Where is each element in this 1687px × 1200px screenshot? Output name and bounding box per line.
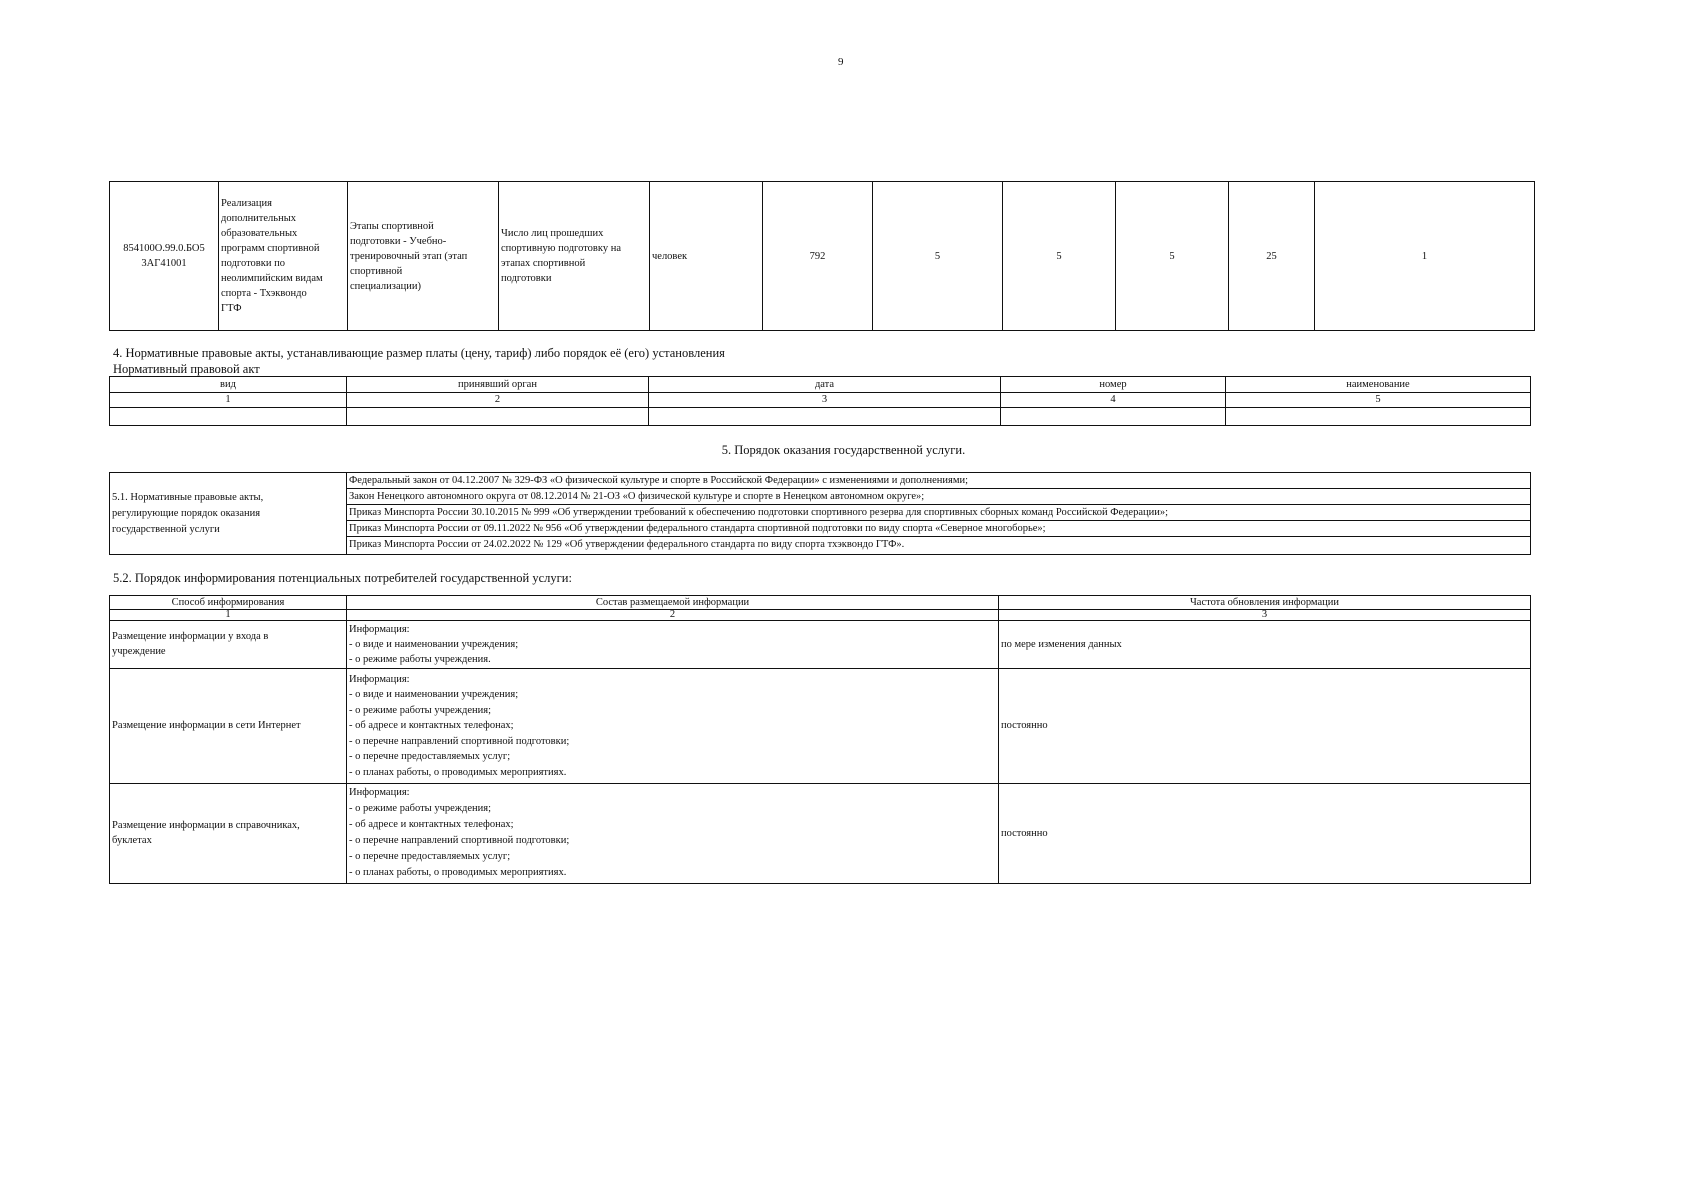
section51-label: 5.1. Нормативные правовые акты, регулирующие порядок оказания государственной услуги	[110, 473, 347, 555]
column-number: 3	[999, 610, 1531, 621]
content-cell: Информация: - о виде и наименовании учреждения; - о режиме работы учреждения.	[347, 621, 999, 668]
empty-cell	[649, 407, 1001, 425]
frequency-cell: по мере изменения данных	[999, 621, 1531, 668]
section4-subtitle: Нормативный правовой акт	[113, 362, 260, 376]
registry-code-cell: 854100О.99.0.БО5 3АГ41001	[110, 182, 219, 331]
column-header: дата	[649, 377, 1001, 393]
value-cell: 25	[1229, 182, 1315, 331]
indicator-name-cell: Число лиц прошедших спортивную подготовку на этапах спортивной подготовки	[499, 182, 650, 331]
column-header: Частота обновления информации	[999, 596, 1531, 610]
column-number: 4	[1001, 393, 1226, 407]
act-item: Приказ Минспорта России от 09.11.2022 № 956 «Об утверждении федерального стандарта спортивной подготовки по виду спорта «Северное многоборье»;	[347, 521, 1530, 537]
service-volume-table	[109, 181, 1535, 331]
acts-list-cell	[347, 473, 1531, 555]
value-cell: 5	[1003, 182, 1116, 331]
frequency-cell: постоянно	[999, 668, 1531, 783]
regulatory-acts-row	[110, 473, 1531, 555]
value-cell: 1	[1315, 182, 1535, 331]
informing-row	[110, 783, 1531, 883]
legal-acts-table	[109, 376, 1531, 426]
value-cell: 5	[1116, 182, 1229, 331]
okei-code-cell: 792	[763, 182, 873, 331]
act-item: Приказ Минспорта России от 24.02.2022 № 129 «Об утверждении федерального стандарта по виду спорта тхэквондо ГТФ».	[349, 539, 905, 550]
method-cell: Размещение информации в справочниках, буклетах	[110, 783, 347, 883]
column-number: 2	[347, 610, 999, 621]
content-cell: Информация: - о режиме работы учреждения; - об адресе и контактных телефонах; - о перечне направлений спортивной подготовки; - о перечне предоставляемых услуг; - о планах работы, о проводимых мероприятиях.	[347, 783, 999, 883]
column-header: вид	[110, 377, 347, 393]
act-item: Приказ Минспорта России 30.10.2015 № 999 «Об утверждении требований к обеспечению подготовки спортивного резерва для спортивных сборных команд Российской Федерации»;	[347, 505, 1530, 521]
page-number: 9	[838, 56, 844, 68]
regulatory-acts-table	[109, 472, 1531, 555]
empty-cell	[110, 407, 347, 425]
legal-acts-header	[110, 377, 1531, 393]
column-header: номер	[1001, 377, 1226, 393]
unit-cell: человек	[650, 182, 763, 331]
empty-cell	[1226, 407, 1531, 425]
act-item: Закон Ненецкого автономного округа от 08.12.2014 № 21-ОЗ «О физической культуре и спорте в Ненецком автономном округе»;	[347, 489, 1530, 505]
empty-cell	[347, 407, 649, 425]
act-item: Федеральный закон от 04.12.2007 № 329-ФЗ «О физической культуре и спорте в Российской Федерации» с изменениями и дополнениями;	[347, 473, 1530, 489]
service-row	[110, 182, 1535, 331]
column-header: наименование	[1226, 377, 1531, 393]
legal-acts-empty-row	[110, 407, 1531, 425]
column-number: 1	[110, 610, 347, 621]
value-cell: 5	[873, 182, 1003, 331]
column-header: Состав размещаемой информации	[347, 596, 999, 610]
section4-title: 4. Нормативные правовые акты, устанавливающие размер платы (цену, тариф) либо порядок её (его) установления	[113, 346, 725, 360]
method-cell: Размещение информации у входа в учреждение	[110, 621, 347, 668]
column-number: 5	[1226, 393, 1531, 407]
empty-cell	[1001, 407, 1226, 425]
informing-numbering	[110, 610, 1531, 621]
frequency-cell: постоянно	[999, 783, 1531, 883]
program-name-cell: Реализация дополнительных образовательных программ спортивной подготовки по неолимпийским видам спорта - Тхэквондо ГТФ	[219, 182, 348, 331]
informing-row	[110, 668, 1531, 783]
method-cell: Размещение информации в сети Интернет	[110, 668, 347, 783]
content-cell: Информация: - о виде и наименовании учреждения; - о режиме работы учреждения; - об адресе и контактных телефонах; - о перечне направлений спортивной подготовки; - о перечне предоставляемых услуг; - о планах работы, о проводимых мероприятиях.	[347, 668, 999, 783]
legal-acts-numbering	[110, 393, 1531, 407]
section52-title: 5.2. Порядок информирования потенциальных потребителей государственной услуги:	[113, 571, 572, 585]
training-stage-cell: Этапы спортивной подготовки - Учебно- тренировочный этап (этап спортивной специализации)	[348, 182, 499, 331]
informing-header	[110, 596, 1531, 610]
column-number: 2	[347, 393, 649, 407]
column-number: 3	[649, 393, 1001, 407]
column-number: 1	[110, 393, 347, 407]
column-header: Способ информирования	[110, 596, 347, 610]
column-header: принявший орган	[347, 377, 649, 393]
informing-table	[109, 595, 1531, 884]
section5-title: 5. Порядок оказания государственной услуги.	[721, 443, 966, 457]
informing-row	[110, 621, 1531, 668]
